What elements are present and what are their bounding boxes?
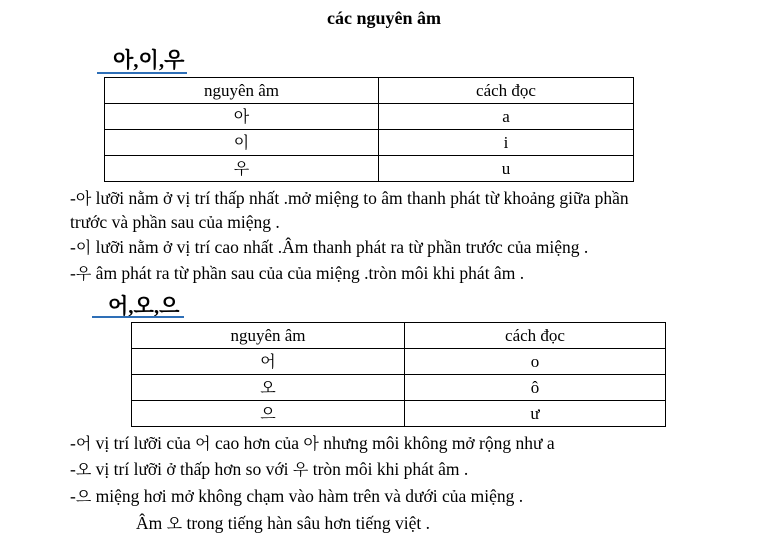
section1-vowel-table: [104, 77, 634, 182]
section2-vowel-table: [131, 322, 666, 427]
vowel-cell: 아: [105, 104, 379, 130]
table-header-cell: nguyên âm: [105, 78, 379, 104]
note-line: -으 miệng hơi mở không chạm vào hàm trên và dưới của miệng .: [70, 486, 524, 506]
note-line: Âm 오 trong tiếng hàn sâu hơn tiếng việt .: [136, 513, 430, 533]
note-line: -우 âm phát ra từ phần sau của của miệng .tròn môi khi phát âm .: [70, 263, 525, 283]
note-line: -오 vị trí lưỡi ở thấp hơn so với 우 tròn môi khi phát âm .: [70, 459, 469, 479]
table-row: [105, 104, 634, 130]
table-row: [132, 349, 666, 375]
table-header-cell: cách đọc: [379, 78, 634, 104]
note-line: -아 lưỡi nằm ở vị trí thấp nhất .mở miệng to âm thanh phát từ khoảng giữa phần: [70, 188, 629, 208]
vowel-cell: 으: [132, 401, 405, 427]
reading-cell: ô: [405, 375, 666, 401]
vowel-cell: 이: [105, 130, 379, 156]
section2-heading: 어,오,으: [108, 294, 180, 318]
table-header-cell: nguyên âm: [132, 323, 405, 349]
vowel-cell: 오: [132, 375, 405, 401]
page-title: các nguyên âm: [327, 8, 441, 28]
reading-cell: u: [379, 156, 634, 182]
note-line: -이 lưỡi nằm ở vị trí cao nhất .Âm thanh phát ra từ phần trước của miệng .: [70, 237, 589, 257]
reading-cell: ư: [405, 401, 666, 427]
section2-heading-underline: [92, 316, 184, 318]
reading-cell: o: [405, 349, 666, 375]
table-row: [132, 401, 666, 427]
table-header-row: [105, 78, 634, 104]
table-header-cell: cách đọc: [405, 323, 666, 349]
vowel-cell: 우: [105, 156, 379, 182]
note-line: -어 vị trí lưỡi của 어 cao hơn của 아 nhưng môi không mở rộng như a: [70, 433, 555, 453]
table-row: [105, 156, 634, 182]
vowel-cell: 어: [132, 349, 405, 375]
table-row: [105, 130, 634, 156]
reading-cell: i: [379, 130, 634, 156]
section1-heading-underline: [97, 72, 187, 74]
reading-cell: a: [379, 104, 634, 130]
table-row: [132, 375, 666, 401]
section1-heading: 아,이,우: [113, 48, 185, 72]
table-header-row: [132, 323, 666, 349]
note-line: trước và phần sau của miệng .: [70, 212, 280, 232]
